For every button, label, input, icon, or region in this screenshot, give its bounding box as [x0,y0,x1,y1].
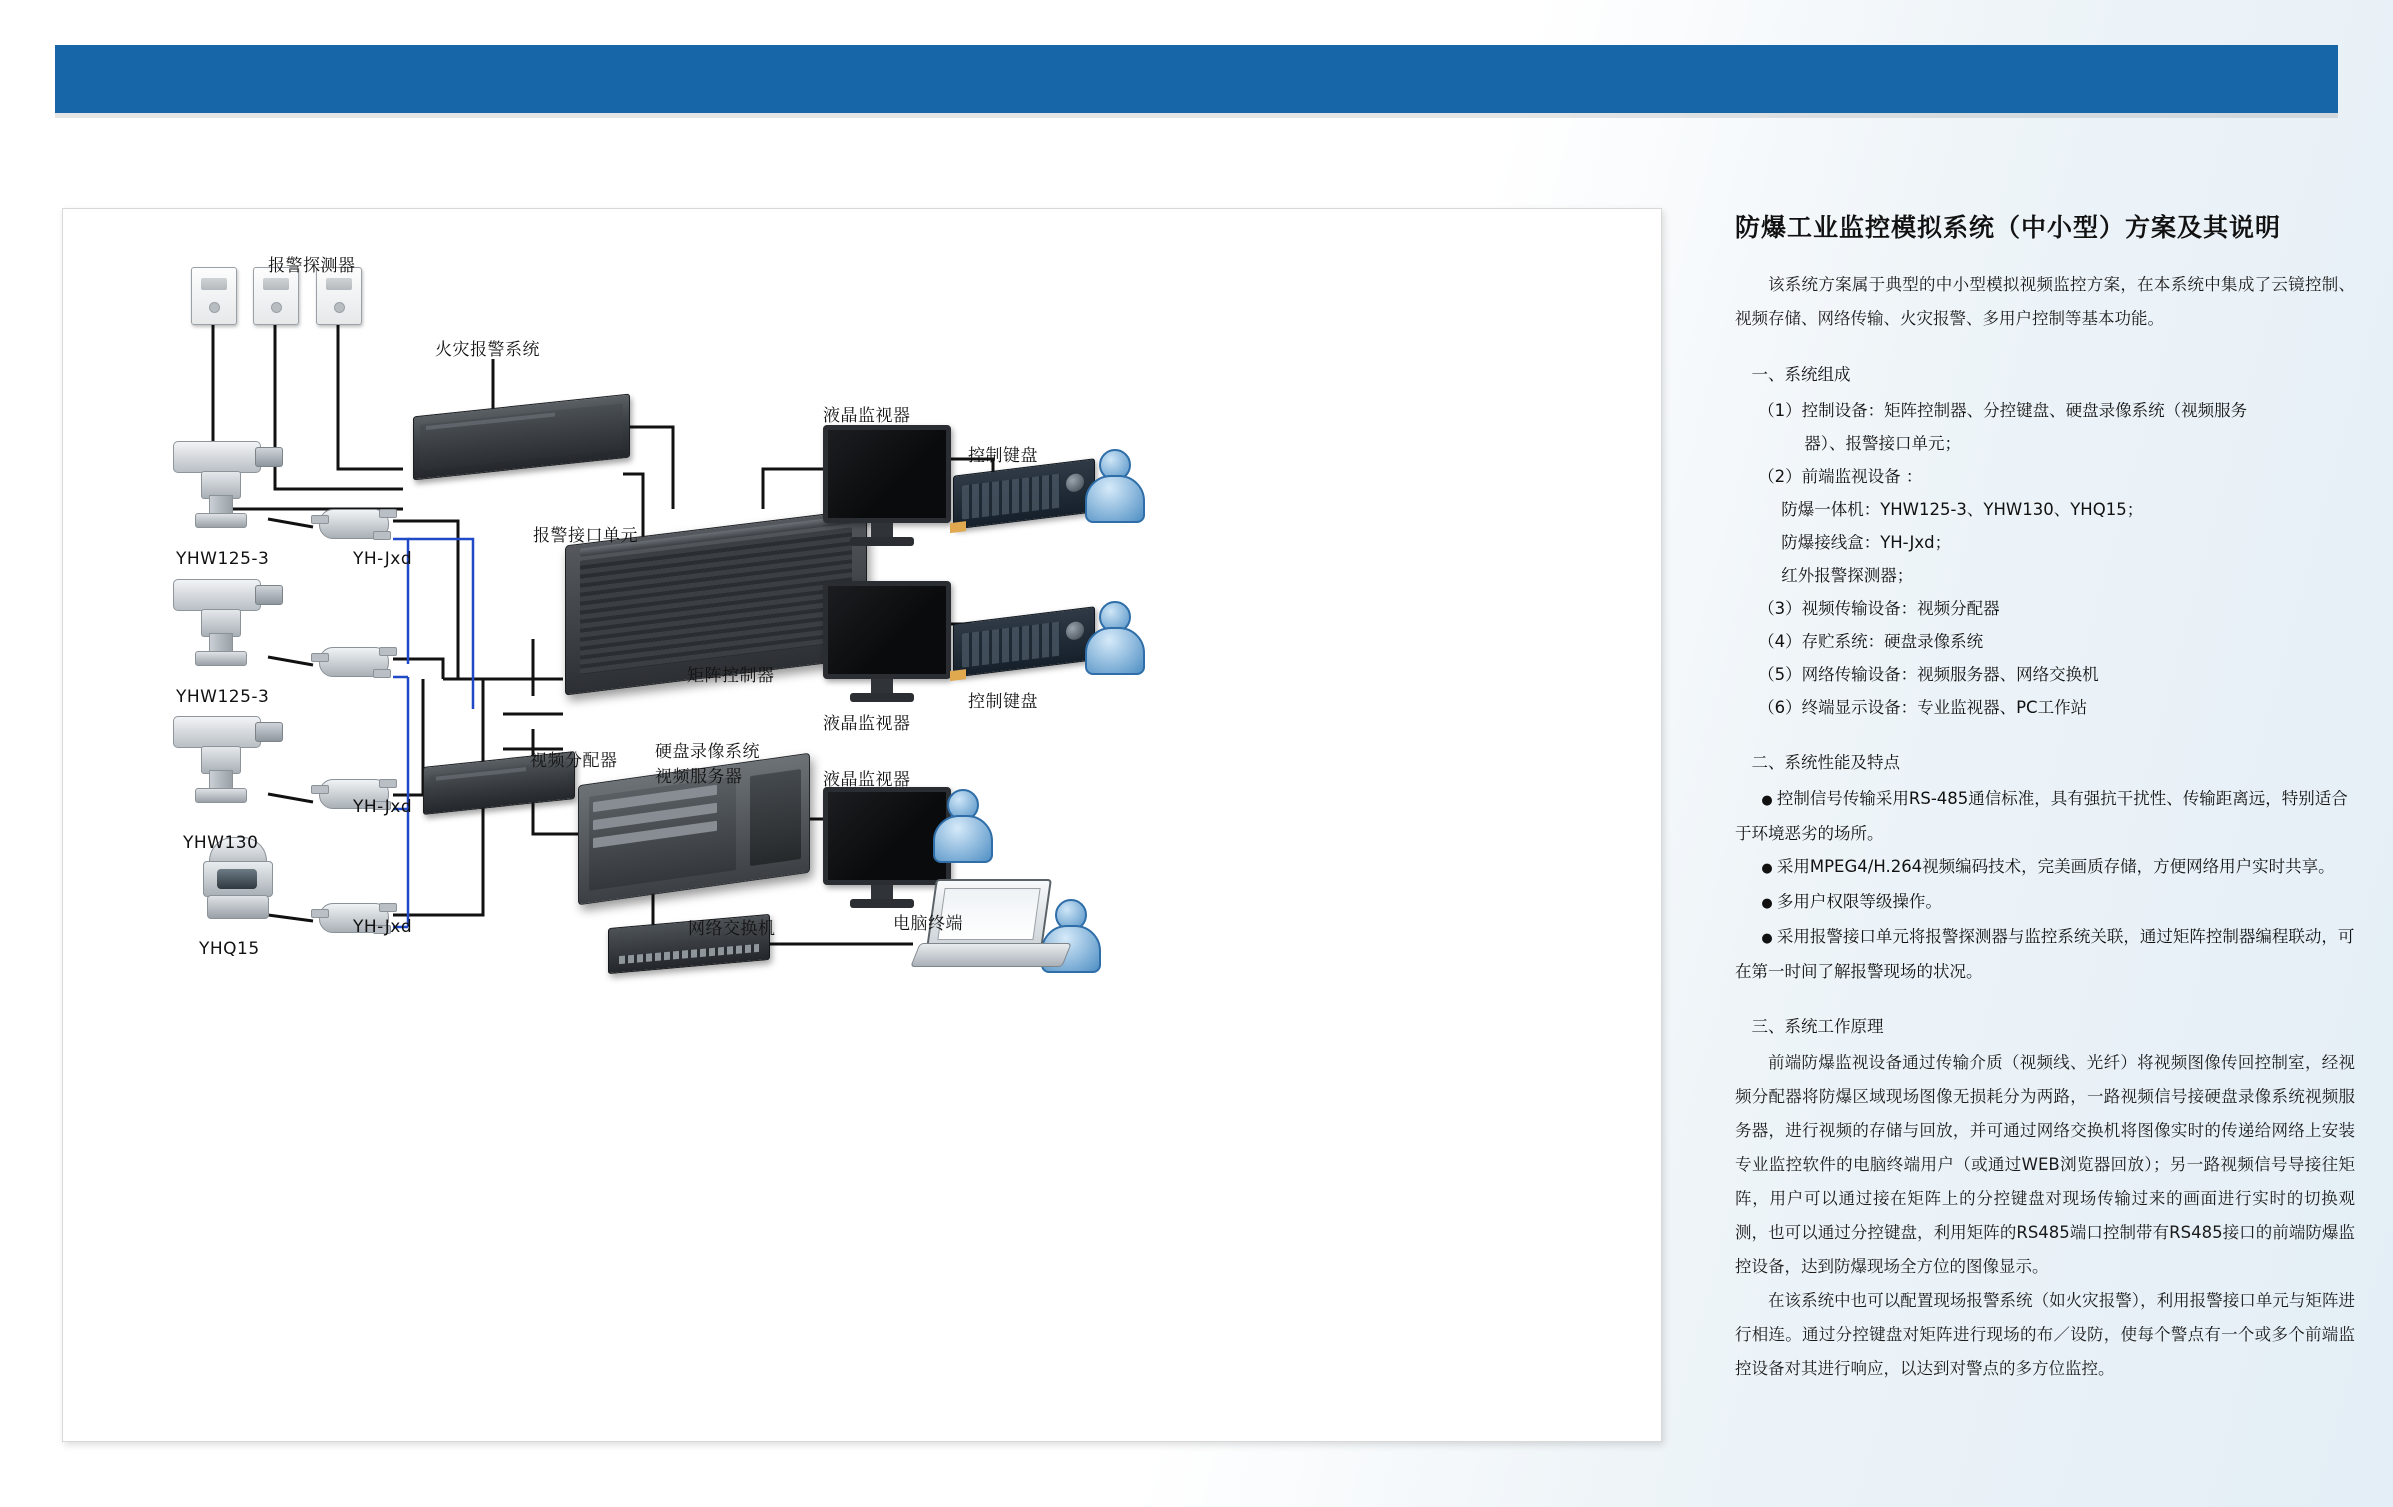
operator-avatar-1 [1085,449,1141,521]
section-1-heading: 一、系统组成 [1751,365,1851,384]
camera-yhw125-3-a [173,437,293,533]
section-2-bullet-2-text: 采用MPEG4/H.264视频编码技术，完美画质存储，方便网络用户实时共享。 [1776,857,2335,876]
section-2-bullet-4 [1735,920,2355,988]
document-title: 防爆工业监控模拟系统（中小型）方案及其说明 [1735,213,2282,242]
section-1-item-9: （5）网络传输设备：视频服务器、网络交换机 [1758,665,2099,684]
section-2-heading: 二、系统性能及特点 [1751,753,1900,772]
label-alarm-interface-unit: 报警接口单元 [533,526,638,546]
section-2-bullet-3 [1735,885,2355,920]
section-3-heading: 三、系统工作原理 [1751,1017,1884,1036]
lcd-monitor-2 [823,581,941,702]
section-2-bullet-1 [1735,782,2355,850]
label-camera-yhq15: YHQ15 [199,939,260,959]
section-1-item-2: 器）、报警接口单元； [1804,434,1962,453]
label-dvr-line-2: 视频服务器 [655,767,743,787]
section-1-item-6: 红外报警探测器； [1781,566,1914,585]
label-alarm-detector: 报警探测器 [268,256,356,276]
section-1-item-8: （4）存贮系统：硬盘录像系统 [1758,632,1984,651]
section-2-bullet-4-text: 采用报警接口单元将报警探测器与监控系统关联，通过矩阵控制器编程联动，可在第一时间了解报警现场的状况。 [1735,927,2355,981]
operator-avatar-3 [933,789,989,861]
label-control-keyboard-2: 控制键盘 [968,692,1038,712]
section-1-item-3: （2）前端监视设备 ： [1758,467,1923,486]
camera-yhw125-3-b [173,575,293,671]
section-2-bullet-3-text: 多用户权限等级操作。 [1776,892,1942,911]
junction-box-1 [311,501,397,545]
section-1-item-7: （3）视频传输设备：视频分配器 [1758,599,2000,618]
alarm-detector-1 [191,267,237,325]
document-intro: 该系统方案属于典型的中小型模拟视频监控方案，在本系统中集成了云镜控制、视频存储、网络传输、火灾报警、多用户控制等基本功能。 [1735,275,2355,328]
label-camera-yhw130: YHW130 [183,833,259,853]
junction-box-2 [311,639,397,683]
lcd-monitor-1 [823,425,941,546]
diagram-canvas [63,209,1661,1441]
section-1-item-1: （1）控制设备：矩阵控制器、分控键盘、硬盘录像系统（视频服务 [1758,401,2248,420]
camera-yhw130 [173,712,293,808]
label-lcd-monitor-3: 液晶监视器 [823,770,911,790]
header-bar [55,45,2338,113]
label-control-keyboard-1: 控制键盘 [968,446,1038,466]
document-text-column [1735,208,2355,1386]
section-3-para-1: 前端防爆监视设备通过传输介质（视频线、光纤）将视频图像传回控制室，经视频分配器将防爆区域现场图像无损耗分为两路，一路视频信号接硬盘录像系统视频服务器，进行视频的存储与回放，并可通过网络交换机将图像实时的传递给网络上安装专业监控软件的电脑终端用户（或通过WEB浏览器回放）；另一路视频信号导接往矩阵，用户可以通过接在矩阵上的分控键盘对现场传输过来的画面进行实时的切换观测，也可以通过分控键盘，利用矩阵的RS485端口控制带有RS485接口的前端防爆监控设备，达到防爆现场全方位的图像显示。 [1735,1053,2355,1276]
label-fire-alarm-system: 火灾报警系统 [435,340,540,360]
bullet-icon: ● [1761,896,1777,911]
operator-avatar-2 [1085,601,1141,673]
label-junction-box-3: YH-Jxd [353,797,413,817]
header-bar-shadow [55,113,2338,118]
bullet-icon: ● [1761,861,1777,876]
section-2-bullet-1-text: 控制信号传输采用RS-485通信标准，具有强抗干扰性、传输距离远，特别适合于环境恶劣的场所。 [1735,789,2348,843]
section-2-bullet-2 [1735,850,2355,885]
label-pc-terminal: 电脑终端 [893,914,963,934]
label-junction-box-1: YH-Jxd [353,549,413,569]
bullet-icon: ● [1761,793,1777,808]
section-1-item-10: （6）终端显示设备：专业监视器、PC工作站 [1758,698,2088,717]
label-dvr-line-1: 硬盘录像系统 [655,742,760,762]
label-lcd-monitor-2: 液晶监视器 [823,714,911,734]
label-lcd-monitor-1: 液晶监视器 [823,406,911,426]
bullet-icon: ● [1761,931,1777,946]
label-matrix-controller: 矩阵控制器 [687,666,775,686]
section-3-para-2: 在该系统中也可以配置现场报警系统（如火灾报警），利用报警接口单元与矩阵进行相连。通过分控键盘对矩阵进行现场的布／设防，使每个警点有一个或多个前端监控设备对其进行响应，以达到对警点的多方位监控。 [1735,1291,2355,1378]
label-network-switch: 网络交换机 [688,919,776,939]
system-diagram-panel [62,208,1662,1442]
section-1-item-5: 防爆接线盒：YH-Jxd； [1781,533,1952,552]
label-camera-yhw125-3-a: YHW125-3 [176,549,270,569]
section-1-item-4: 防爆一体机：YHW125-3、YHW130、YHQ15； [1781,500,2144,519]
label-camera-yhw125-3-b: YHW125-3 [176,687,270,707]
label-video-distributor: 视频分配器 [530,751,618,771]
label-junction-box-4: YH-Jxd [353,917,413,937]
